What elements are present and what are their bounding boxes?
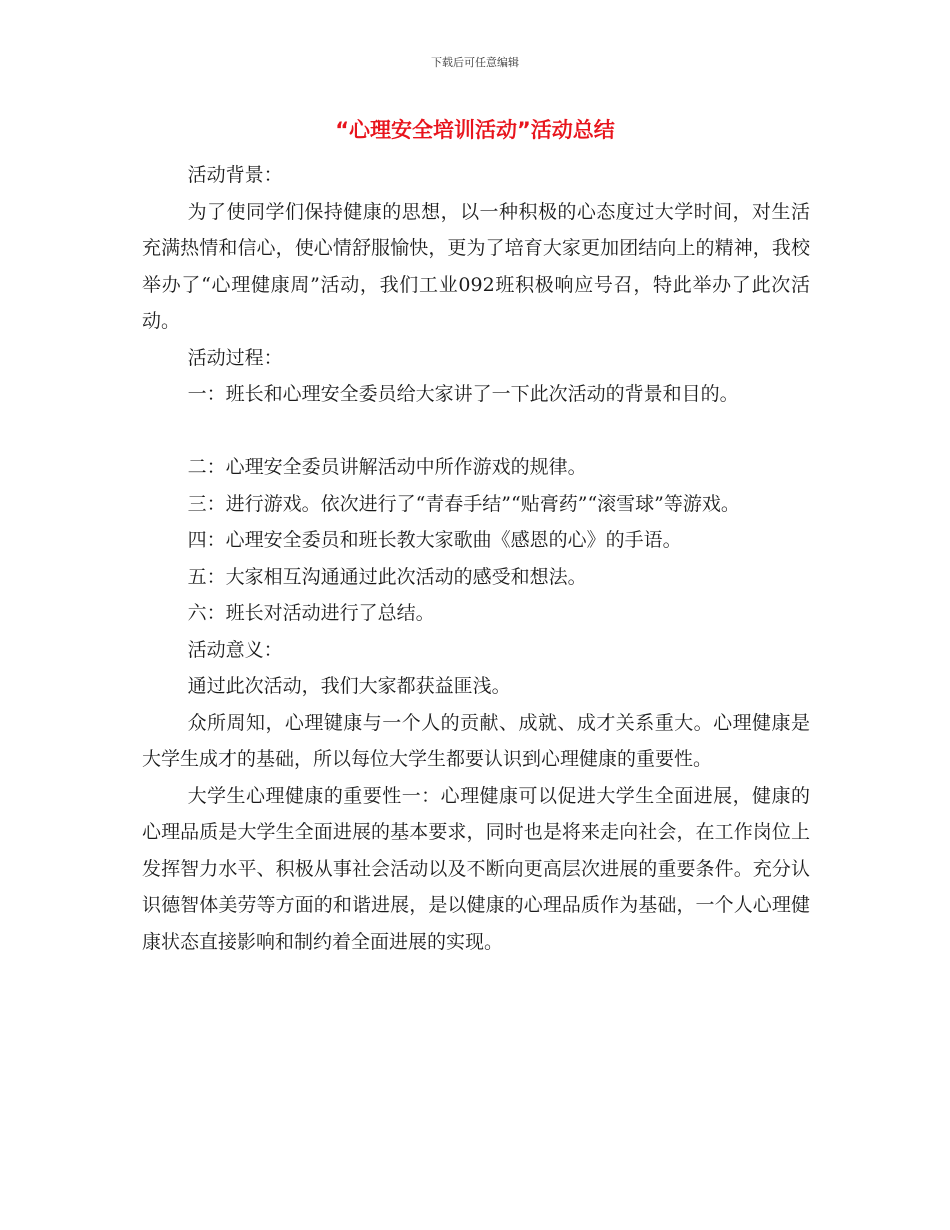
process-step-6: 六：班长对活动进行了总结。 [187,602,435,624]
process-step-4: 四：心理安全委员和班长教大家歌曲《感恩的心》的手语。 [187,529,682,551]
process-step-3: 三：进行游戏。依次进行了“青春手结”“贴膏药”“滚雪球”等游戏。 [187,492,740,515]
process-step-5: 五：大家相互沟通通过此次活动的感受和想法。 [187,565,587,588]
paragraph-importance-one: 大学生心理健康的重要性一：心理健康可以促进大学生全面进展，健康的心理品质是大学生全面进展的基本要求，同时也是将来走向社会，在工作岗位上发挥智力水平、积极从事社会活动以及不断向更高层次进展的重要条件。充分认识德智体美劳等方面的和谐进展，是以健康的心理品质作为基础，一个人心理健康状态直接影响和制约着全面进展的实现。 [142,784,810,953]
document-title: “心理安全培训活动”活动总结 [335,118,615,142]
paragraph-mental-health: 众所周知，心理键康与一个人的贡献、成就、成才关系重大。心理健康是大学生成才的基础，所以每位大学生都要认识到心理健康的重要性。 [142,711,810,770]
paragraph-background: 为了使同学们保持健康的思想，以一种积极的心态度过大学时间，对生活充满热情和信心，使心情舒服愉快，更为了培育大家更加团结向上的精神，我校举办了“心理健康周”活动，我们工业092班积极响应号召，特此举办了此次活动。 [142,200,810,332]
process-step-2: 二：心理安全委员讲解活动中所作游戏的规律。 [187,456,587,478]
section-heading-background: 活动背景： [187,164,283,186]
process-step-1: 一：班长和心理安全委员给大家讲了一下此次活动的背景和目的。 [187,383,739,405]
section-heading-process: 活动过程： [187,346,283,369]
blank-line [142,413,810,450]
document-body [142,157,810,960]
header-note: 下载后可任意编辑 [431,56,519,69]
paragraph-benefit: 通过此次活动，我们大家都获益匪浅。 [187,675,511,697]
section-heading-significance: 活动意义： [187,638,283,661]
